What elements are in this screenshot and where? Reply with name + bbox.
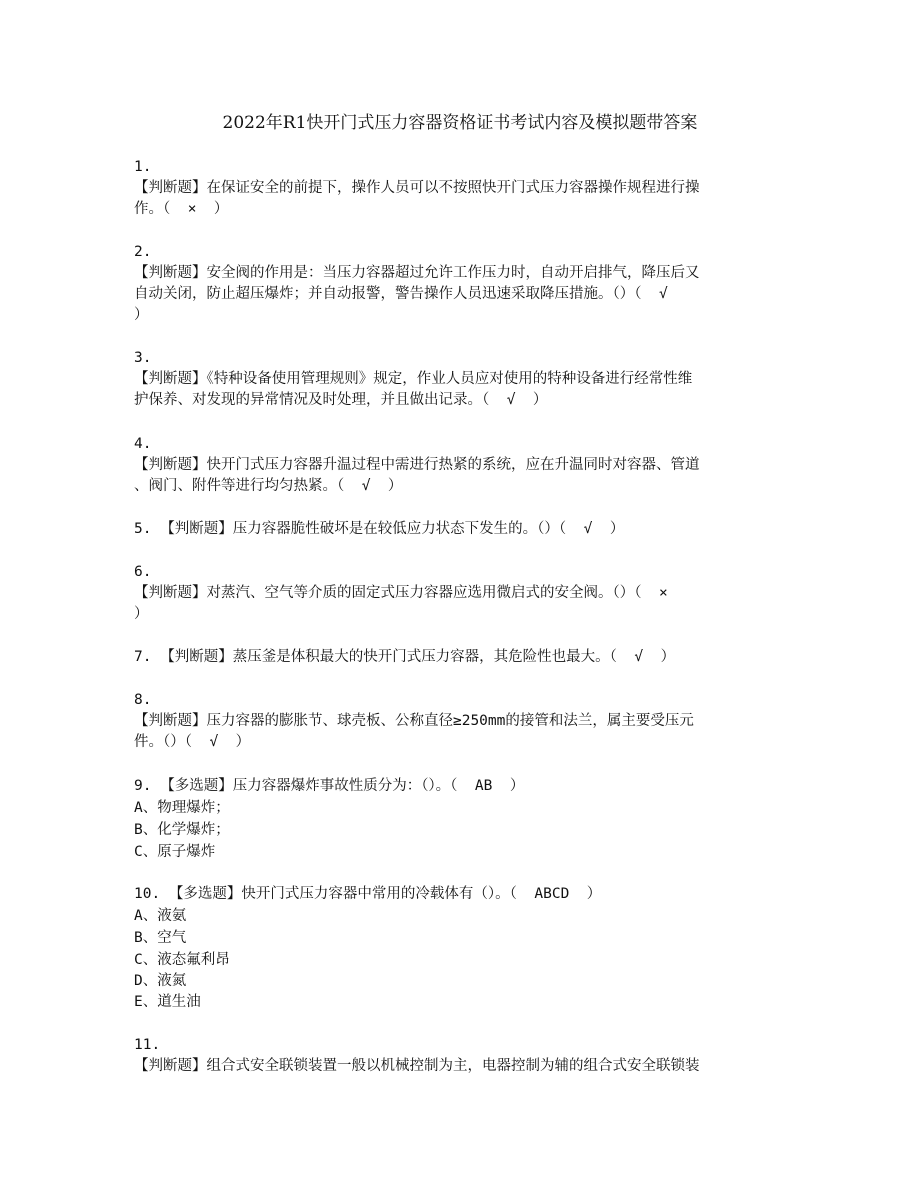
question-10-text: 10. 【多选题】快开门式压力容器中常用的冷载体有（）。（ ABCD ） (134, 886, 602, 902)
question-1-text-cont: 作。（ × ） (134, 201, 229, 217)
question-6-text-end: ） (134, 606, 149, 622)
question-4-text: 【判断题】快开门式压力容器升温过程中需进行热紧的系统，应在升温同时对容器、管道 (134, 457, 700, 473)
question-7-text: 7. 【判断题】蒸压釜是体积最大的快开门式压力容器，其危险性也最大。（ √ ） (134, 649, 676, 665)
question-4-text-cont: 、阀门、附件等进行均匀热紧。（ √ ） (134, 478, 403, 494)
question-2-text-end: ） (134, 307, 149, 323)
question-8-text: 【判断题】压力容器的膨胀节、球壳板、公称直径≥250mm的接管和法兰，属主要受压元 (134, 713, 694, 729)
question-11-number: 11. (134, 1037, 161, 1053)
question-10-option-e: E、道生油 (134, 994, 201, 1010)
question-10-option-a: A、液氨 (134, 908, 187, 924)
question-6-text: 【判断题】对蒸汽、空气等介质的固定式压力容器应选用微启式的安全阀。（）（ × (134, 585, 668, 601)
question-10-option-d: D、液氮 (134, 973, 187, 989)
question-9-option-a: A、物理爆炸； (134, 800, 230, 816)
question-1-number: 1. (134, 159, 152, 175)
document-title: 2022年R1快开门式压力容器资格证书考试内容及模拟题带答案 (222, 113, 698, 133)
question-9-option-c: C、原子爆炸 (134, 844, 216, 860)
question-10-option-c: C、液态氟利昂 (134, 952, 230, 968)
question-11-text: 【判断题】组合式安全联锁装置一般以机械控制为主，电器控制为辅的组合式安全联锁装 (134, 1058, 700, 1074)
question-10-option-b: B、空气 (134, 930, 187, 946)
question-3-text: 【判断题】《特种设备使用管理规则》规定，作业人员应对使用的特种设备进行经常性维 (134, 371, 693, 387)
question-8-text-cont: 件。（）（ √ ） (134, 734, 251, 750)
question-2-number: 2. (134, 244, 152, 260)
question-3-number: 3. (134, 350, 152, 366)
question-2-text: 【判断题】安全阀的作用是：当压力容器超过允许工作压力时，自动开启排气，降压后又 (134, 265, 700, 281)
question-1-text: 【判断题】在保证安全的前提下，操作人员可以不按照快开门式压力容器操作规程进行操 (134, 180, 700, 196)
question-2-text-cont: 自动关闭，防止超压爆炸；并自动报警，警告操作人员迅速采取降压措施。（）（ √ (134, 286, 668, 302)
question-8-number: 8. (134, 692, 152, 708)
question-5-text: 5. 【判断题】压力容器脆性破坏是在较低应力状态下发生的。（）（ √ ） (134, 521, 625, 537)
question-9-text: 9. 【多选题】压力容器爆炸事故性质分为：（）。（ AB ） (134, 778, 525, 794)
question-4-number: 4. (134, 436, 152, 452)
question-3-text-cont: 护保养、对发现的异常情况及时处理，并且做出记录。（ √ ） (134, 392, 548, 408)
question-6-number: 6. (134, 564, 152, 580)
question-9-option-b: B、化学爆炸； (134, 822, 230, 838)
